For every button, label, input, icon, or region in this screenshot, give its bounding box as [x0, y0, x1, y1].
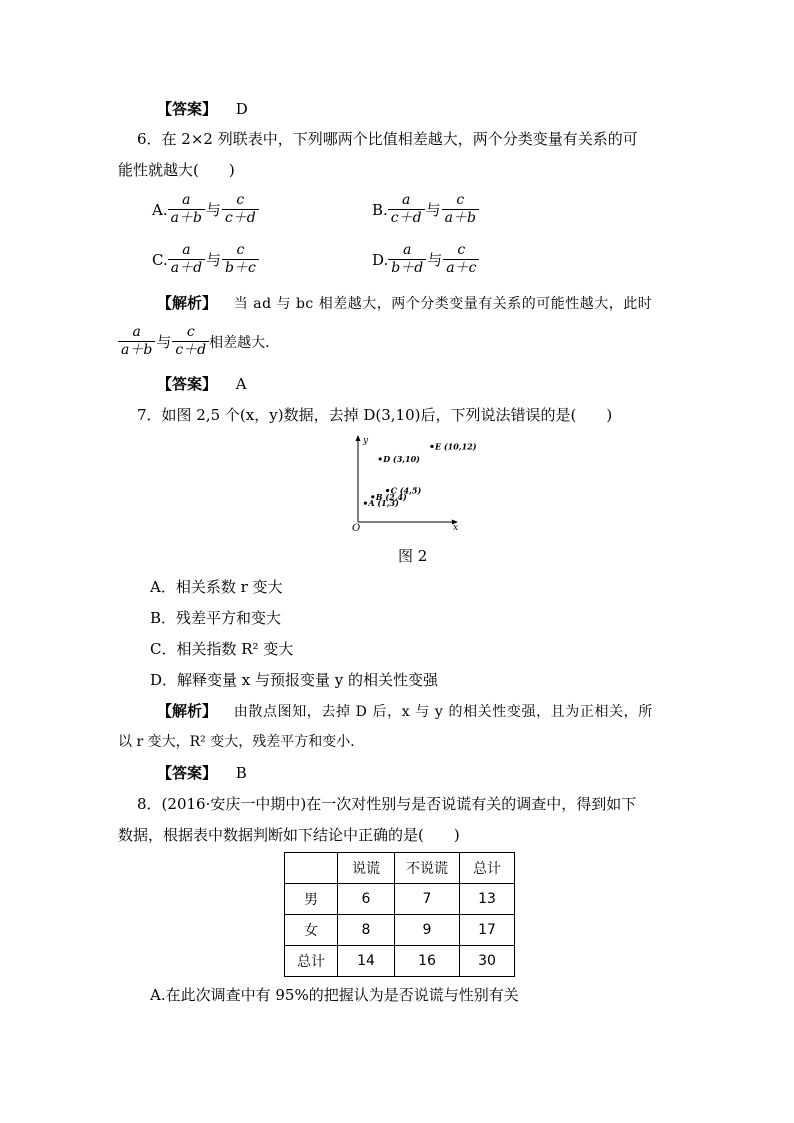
analysis-label: 【解析】 [157, 294, 218, 312]
fraction: $\frac{c}{a+c}$ [443, 242, 479, 277]
fraction: $\frac{c}{a+b}$ [442, 192, 479, 227]
point-label: B (2,4) [375, 491, 407, 502]
point-label: A (1,3) [368, 498, 399, 509]
q6-option-b [372, 192, 479, 227]
q6-answer [157, 373, 247, 394]
table-cell: 8 [338, 915, 395, 946]
table-cell: 9 [395, 915, 460, 946]
scatter-point [371, 495, 374, 498]
fraction: $\frac{a}{a+b}$ [168, 192, 205, 227]
option-prefix: B. [372, 200, 388, 219]
figure-caption: 图 2 [398, 547, 428, 565]
analysis-label: 【解析】 [157, 702, 218, 720]
q8-stem-line2: 数据，根据表中数据判断如下结论中正确的是( ) [118, 826, 460, 844]
answer-label: 【答案】 [157, 764, 218, 782]
q8-stem-line1: 8．(2016·安庆一中期中)在一次对性别与是否说谎有关的调查中，得到如下 [137, 795, 637, 813]
table-cell: 总计 [285, 946, 338, 977]
analysis-sep: 与 [156, 333, 172, 351]
option-prefix: A. [152, 200, 168, 219]
table-cell: 说谎 [338, 853, 395, 884]
analysis-tail: 相差越大． [209, 334, 280, 351]
option-prefix: D. [372, 250, 389, 269]
answer-value: B [235, 764, 247, 782]
option-sep: 与 [425, 201, 441, 219]
table-cell: 6 [338, 884, 395, 915]
answer-value: A [235, 375, 247, 393]
answer-5 [157, 98, 248, 119]
answer-label: 【答案】 [157, 375, 218, 393]
q6-option-d [372, 242, 479, 277]
origin-label: O [352, 523, 361, 534]
scatter-point [364, 502, 367, 505]
scatter-point [430, 445, 433, 448]
option-sep: 与 [427, 251, 443, 269]
q6-analysis-line2 [118, 324, 279, 359]
analysis-text: 由散点图知，去掉 D 后，x 与 y 的相关性变强，且为正相关，所 [233, 704, 653, 720]
point-label: D (3,10) [383, 454, 420, 464]
table-header-row [285, 853, 515, 884]
fraction: $\frac{a}{b+d}$ [388, 242, 426, 277]
table-cell: 30 [460, 946, 515, 977]
q6-analysis-line1 [157, 292, 652, 313]
table-cell: 不说谎 [395, 853, 460, 884]
q7-stem: 7．如图 2,5 个(x，y)数据，去掉 D(3,10)后，下列说法错误的是( ) [137, 406, 613, 424]
table-cell: 13 [460, 884, 515, 915]
fraction: $\frac{c}{c+d}$ [222, 192, 259, 227]
table-cell: 7 [395, 884, 460, 915]
x-axis-label: x [453, 523, 459, 533]
option-prefix: C. [152, 250, 168, 269]
table-cell: 14 [338, 946, 395, 977]
survey-table [284, 852, 515, 977]
q7-answer [157, 762, 247, 783]
q7-analysis-line2: 以 r 变大，R² 变大，残差平方和变小． [118, 734, 365, 750]
q6-option-a [152, 192, 259, 227]
y-axis-label: y [363, 436, 369, 446]
table-cell: 16 [395, 946, 460, 977]
q7-option-b: B．残差平方和变大 [150, 609, 282, 627]
fraction: $\frac{a}{a+d}$ [168, 242, 205, 277]
fraction: $\frac{c}{b+c}$ [222, 242, 259, 277]
table-cell: 男 [285, 884, 338, 915]
table-row [285, 884, 515, 915]
option-sep: 与 [205, 201, 221, 219]
fraction: $\frac{a}{a+b}$ [118, 324, 155, 359]
table-cell: 总计 [460, 853, 515, 884]
q7-analysis-line1 [157, 700, 653, 721]
analysis-text: 当 ad 与 bc 相差越大，两个分类变量有关系的可能性越大，此时 [233, 296, 653, 312]
point-label: E (10,12) [435, 441, 477, 452]
q6-stem-line2: 能性就越大( ) [118, 161, 235, 179]
table-cell: 女 [285, 915, 338, 946]
answer-value: D [235, 100, 248, 118]
point-label: C (4,5) [390, 485, 422, 496]
table-cell: 17 [460, 915, 515, 946]
q6-stem-line1: 6．在 2×2 列联表中，下列哪两个比值相差越大，两个分类变量有关系的可 [137, 130, 638, 148]
scatter-point [379, 457, 382, 460]
scatter-point [386, 489, 389, 492]
option-sep: 与 [206, 251, 222, 269]
q7-option-a: A．相关系数 r 变大 [150, 578, 283, 596]
table-row [285, 915, 515, 946]
scatter-points [364, 441, 477, 508]
q6-option-c [152, 242, 259, 277]
table-row [285, 946, 515, 977]
fraction: $\frac{c}{c+d}$ [172, 324, 209, 359]
answer-label: 【答案】 [157, 100, 218, 118]
q7-option-d: D．解释变量 x 与预报变量 y 的相关性变强 [150, 671, 439, 689]
table-cell [285, 853, 338, 884]
q8-option-a: A.在此次调查中有 95%的把握认为是否说谎与性别有关 [150, 986, 519, 1004]
y-arrow-icon [356, 435, 361, 441]
q7-option-c: C．相关指数 R² 变大 [150, 640, 294, 658]
fraction: $\frac{a}{c+d}$ [388, 192, 425, 227]
scatter-figure [340, 430, 477, 534]
